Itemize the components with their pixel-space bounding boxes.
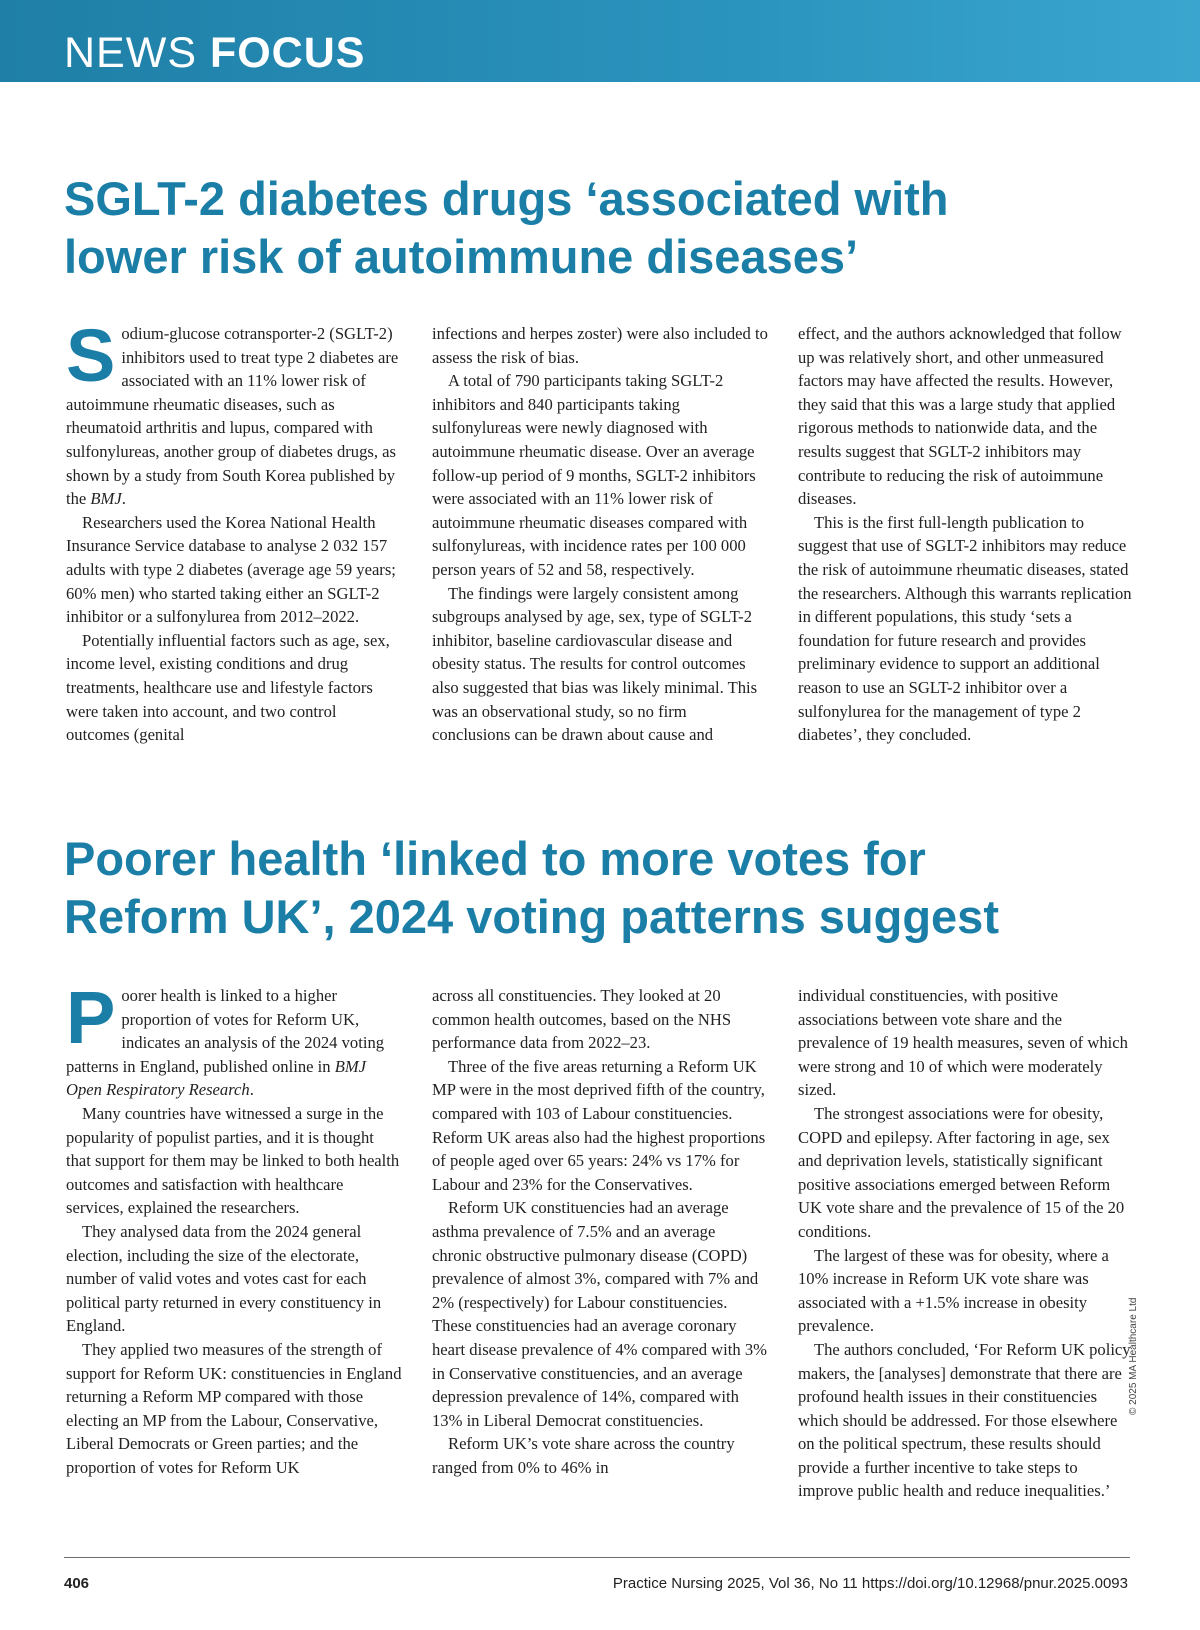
article-2-paragraph: The largest of these was for obesity, where a 10% increase in Reform UK vote share was associated with a +1.5% increase in obesity prevalence. [798,1245,1109,1336]
article-1-paragraph: Researchers used the Korea National Health Insurance Service database to analyse 2 032 157 adults with type 2 diabetes (average age 59 years; 60% men) who started taking either an SGLT-2 inhibitor or a sulfonylurea from 2012–2022. [66,512,396,627]
article-2-column-1 [66,976,402,1503]
article-2-column-3 [798,984,1134,1503]
article-1-paragraph-end: . [121,489,126,509]
article-1-paragraph: The findings were largely consistent among subgroups analysed by age, sex, type of SGLT-2 inhibitor, baseline cardiovascular disease and obesity status. The results for control outcomes also suggested that bias was likely minimal. This was an observational study, so no firm conclusions can be drawn about cause and [432,583,758,745]
article-2-dropcap: P [66,976,116,1059]
journal-name: BMJ [90,489,122,509]
article-1-column-2 [432,322,768,747]
article-2-paragraph: Reform UK’s vote share across the country ranged from 0% to 46% in [432,1434,735,1477]
article-2-paragraph-text: oorer health is linked to a higher proportion of votes for Reform UK, indicates an analysis of the 2024 voting patterns in England, published online in [66,986,385,1076]
article-1-paragraph-text: odium-glucose cotransporter-2 (SGLT-2) inhibitors used to treat type 2 diabetes are associated with an 11% lower risk of autoimmune rheumatic diseases, such as rheumatoid arthritis and lupus, compared with sulfonylureas, another group of diabetes drugs, as shown by a study from South Korea published by the [66,324,399,509]
article-1-body [66,314,1136,747]
article-2-body [66,976,1136,1503]
article-1-paragraph: A total of 790 participants taking SGLT-2 inhibitors and 840 participants taking sulfonylureas were newly diagnosed with autoimmune rheumatic disease. Over an average follow-up period of 9 months, SGLT-2 inhibitors were associated with an 11% lower risk of autoimmune rheumatic diseases compared with sulfonylureas, with incidence rates per 100 000 person years of 52 and 58, respectively. [432,371,756,579]
article-1-dropcap: S [66,314,116,397]
article-2-paragraph: The authors concluded, ‘For Reform UK policy makers, the [analyses] demonstrate that there are profound health issues in their constituencies which should be addressed. For those elsewhere on the political spectrum, these results should provide a further incentive to take steps to improve public health and reduce inequalities.’ [798,1339,1131,1501]
article-2-paragraph: Many countries have witnessed a surge in the popularity of populist parties, and it is thought that support for them may be linked to both health outcomes and satisfaction with healthcare services, explained the researchers. [66,1103,400,1218]
article-1-column-1 [66,314,402,747]
page-number: 406 [64,1575,90,1592]
article-2-headline-line-1: Poorer health ‘linked to more votes for [64,832,926,885]
section-label-bold: FOCUS [209,29,366,77]
copyright-notice: © 2025 MA Healthcare Ltd [1128,1297,1139,1415]
article-2-headline-line-2: Reform UK’, 2024 voting patterns suggest [64,890,999,943]
article-2-paragraph-end: . [249,1080,254,1100]
article-2-paragraph: They applied two measures of the strength of support for Reform UK: constituencies in England returning a Reform MP compared with those electing an MP from the Labour, Conservative, Liberal Democrats or Green parties; and the proportion of votes for Reform UK [66,1339,402,1477]
journal-citation: Practice Nursing 2025, Vol 36, No 11 https://doi.org/10.12968/pnur.2025.0093 [612,1575,1128,1592]
footer-rule [64,1557,1130,1558]
article-2-paragraph: Reform UK constituencies had an average asthma prevalence of 7.5% and an average chronic obstructive pulmonary disease (COPD) prevalence of almost 3%, compared with 7% and 2% (respectively) for Labour constituencies. These constituencies had an average coronary heart disease prevalence of 4% compared with 3% in Conservative constituencies, and an average depression prevalence of 14%, compared with 13% in Liberal Democrat constituencies. [432,1198,767,1430]
article-2-paragraph: Three of the five areas returning a Reform UK MP were in the most deprived fifth of the country, compared with 103 of Labour constituencies. Reform UK areas also had the highest proportions of people aged over 65 years: 24% vs 17% for Labour and 23% for the Conservatives. [432,1056,766,1194]
journal-name: BMJ Open Respiratory Research [66,1056,367,1100]
article-1-column-3 [798,322,1134,747]
article-2-paragraph: across all constituencies. They looked at 20 common health outcomes, based on the NHS performance data from 2022–23. [432,986,732,1053]
article-1-headline-line-1: SGLT-2 diabetes drugs ‘associated with [64,172,949,225]
article-2-column-2 [432,984,768,1503]
section-label-light: NEWS [64,29,197,77]
article-1-headline-line-2: lower risk of autoimmune diseases’ [64,230,859,283]
article-1-paragraph: infections and herpes zoster) were also included to assess the risk of bias. [432,324,768,367]
article-2-paragraph: The strongest associations were for obesity, COPD and epilepsy. After factoring in age, sex and deprivation levels, statistically significant positive associations emerged between Reform UK vote share and the prevalence of 15 of the 20 conditions. [798,1103,1125,1241]
article-2-paragraph: individual constituencies, with positive associations between vote share and the prevalence of 19 health measures, seven of which were strong and 10 of which were moderately sized. [798,986,1128,1100]
article-1-paragraph [66,314,402,511]
article-2-headline [64,830,1154,946]
article-1-paragraph: effect, and the authors acknowledged that follow up was relatively short, and other unmeasured factors may have affected the results. However, they said that this was a large study that applied rigorous methods to nationwide data, and the results suggest that SGLT-2 inhibitors may contribute to reducing the risk of autoimmune diseases. [798,324,1122,509]
article-2-paragraph [66,976,402,1102]
article-1-paragraph: This is the first full-length publication to suggest that use of SGLT-2 inhibitors may reduce the risk of autoimmune rheumatic diseases, stated the researchers. Although this warrants replication in different populations, this study ‘sets a foundation for future research and provides preliminary evidence to support an additional reason to use an SGLT-2 inhibitor over a sulfonylurea for the management of type 2 diabetes’, they concluded. [798,512,1132,745]
article-2-paragraph: They analysed data from the 2024 general election, including the size of the electorate, number of valid votes and votes cast for each political party returned in every constituency in England. [66,1221,382,1336]
section-label [64,30,365,76]
article-1-headline [64,170,1154,286]
article-1-paragraph: Potentially influential factors such as age, sex, income level, existing conditions and drug treatments, healthcare use and lifestyle factors were taken into account, and two control outcomes (genital [66,630,390,745]
